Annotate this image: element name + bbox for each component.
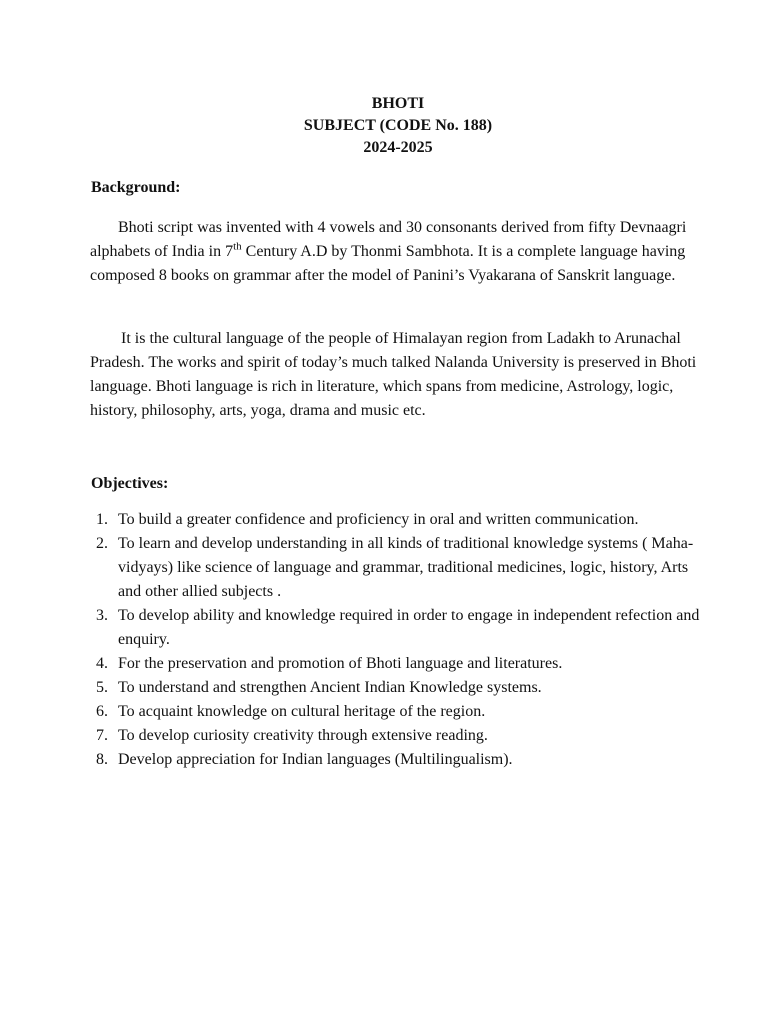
objective-text: To develop curiosity creativity through extensive reading. — [118, 727, 488, 744]
objective-text: Develop appreciation for Indian languages (Multilingualism). — [118, 751, 513, 768]
objective-item — [90, 724, 710, 748]
objective-text: To learn and develop understanding in all kinds of traditional knowledge systems ( Maha-vidyays) like science of language and grammar, traditional medicines, logic, history, Arts and other allied subjects . — [118, 535, 694, 600]
background-paragraph-1-text-b: Century A.D by Thonmi Sambhota. It is a complete language having composed 8 books on grammar after the model of Panini’s Vyakarana of Sanskrit language. — [90, 243, 686, 284]
subject-name: BHOTI — [371, 95, 425, 112]
objective-number: 6. — [96, 703, 108, 720]
subject-code: SUBJECT (CODE No. 188) — [303, 117, 493, 134]
objective-item — [90, 700, 710, 724]
objective-number: 4. — [96, 655, 108, 672]
objective-number: 3. — [96, 607, 108, 624]
objective-item — [90, 604, 710, 652]
objective-item — [90, 508, 710, 532]
objective-number: 2. — [96, 535, 108, 552]
objective-number: 8. — [96, 751, 108, 768]
background-paragraph-1-text-a: Bhoti script was invented with 4 vowels and 30 consonants derived from fifty Devnaagri alphabets of India in 7 — [90, 219, 687, 260]
objective-item — [90, 676, 710, 700]
objective-number: 5. — [96, 679, 108, 696]
objective-text: For the preservation and promotion of Bhoti language and literatures. — [118, 655, 563, 672]
objective-number: 1. — [96, 511, 108, 528]
objective-text: To build a greater confidence and proficiency in oral and written communication. — [118, 511, 639, 528]
objectives-list — [90, 508, 710, 772]
background-paragraph-1 — [90, 216, 708, 288]
academic-year: 2024-2025 — [363, 139, 433, 156]
objective-number: 7. — [96, 727, 108, 744]
objective-text: To develop ability and knowledge required in order to engage in independent refection and enquiry. — [118, 607, 700, 648]
objective-text: To understand and strengthen Ancient Indian Knowledge systems. — [118, 679, 542, 696]
objective-text: To acquaint knowledge on cultural heritage of the region. — [118, 703, 486, 720]
background-paragraph-2: It is the cultural language of the people of Himalayan region from Ladakh to Arunachal Pradesh. The works and spirit of today’s much talked Nalanda University is preserved in Bhoti language. Bhoti language is rich in literature, which spans from medicine, Astrology, logic, history, philosophy, arts, yoga, drama and music etc. — [90, 330, 697, 419]
objectives-heading: Objectives: — [91, 475, 169, 492]
background-heading: Background: — [91, 179, 181, 196]
ordinal-suffix: th — [233, 240, 242, 253]
objective-item — [90, 748, 710, 772]
objective-item — [90, 652, 710, 676]
document-title-block — [0, 93, 768, 159]
objective-item — [90, 532, 710, 604]
